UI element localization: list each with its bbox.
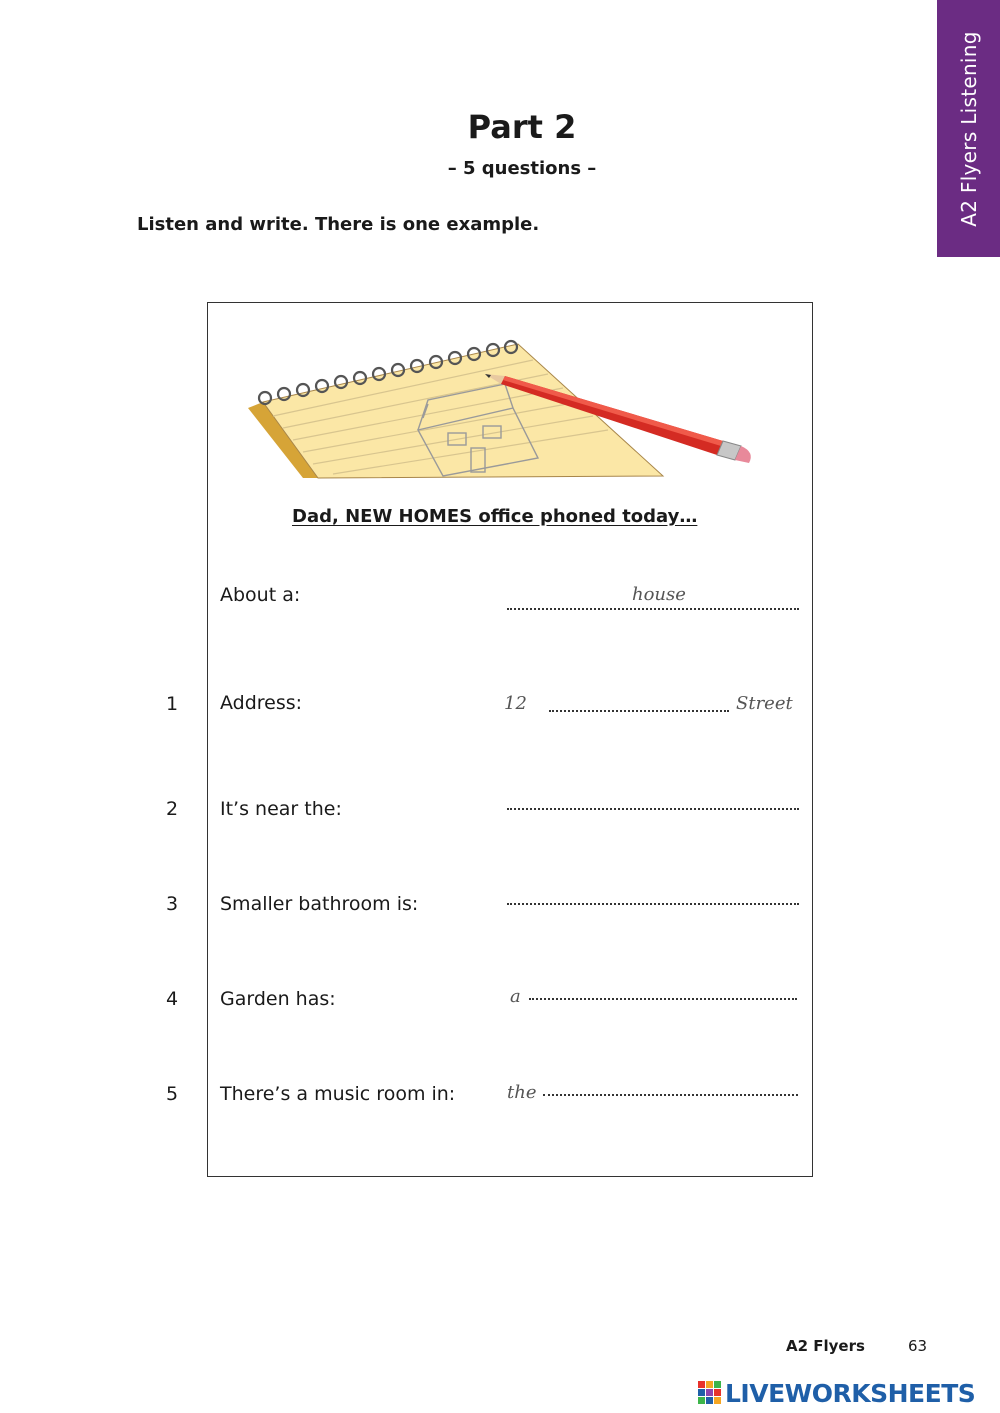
question-4-number: 4 <box>165 988 179 1010</box>
question-5-label: There’s a music room in: <box>220 1083 456 1105</box>
question-2-number: 2 <box>165 798 179 820</box>
question-1-answer-line[interactable] <box>549 710 729 712</box>
question-1-number: 1 <box>165 693 179 715</box>
question-3-number: 3 <box>165 893 179 915</box>
question-1-label: Address: <box>220 692 303 714</box>
note-heading: Dad, NEW HOMES office phoned today… <box>292 506 698 527</box>
question-4-answer-line[interactable] <box>529 998 797 1000</box>
side-tab-label: A2 Flyers Listening <box>956 30 981 227</box>
example-answer-line <box>507 608 799 610</box>
question-3-answer-line[interactable] <box>507 903 799 905</box>
footer-series: A2 Flyers <box>786 1337 865 1355</box>
example-answer: house <box>632 584 686 605</box>
question-1-suffix: Street <box>736 693 793 714</box>
notepad-pencil-illustration <box>243 338 763 480</box>
liveworksheets-icon <box>698 1381 722 1405</box>
part-title: Part 2 <box>467 108 577 146</box>
question-1-prefix: 12 <box>504 693 527 714</box>
part-subtitle: – 5 questions – <box>447 158 597 179</box>
instruction: Listen and write. There is one example. <box>137 214 540 235</box>
liveworksheets-brand: LIVEWORKSHEETS <box>725 1378 976 1408</box>
example-label: About a: <box>220 584 301 606</box>
question-5-answer-line[interactable] <box>543 1094 798 1096</box>
question-5-number: 5 <box>165 1083 179 1105</box>
question-2-answer-line[interactable] <box>507 808 799 810</box>
liveworksheets-logo <box>698 1378 994 1408</box>
question-2-label: It’s near the: <box>220 798 342 820</box>
question-5-prefix: the <box>507 1082 537 1103</box>
question-3-label: Smaller bathroom is: <box>220 893 419 915</box>
question-4-prefix: a <box>510 986 521 1007</box>
page-number: 63 <box>908 1337 928 1355</box>
question-4-label: Garden has: <box>220 988 336 1010</box>
